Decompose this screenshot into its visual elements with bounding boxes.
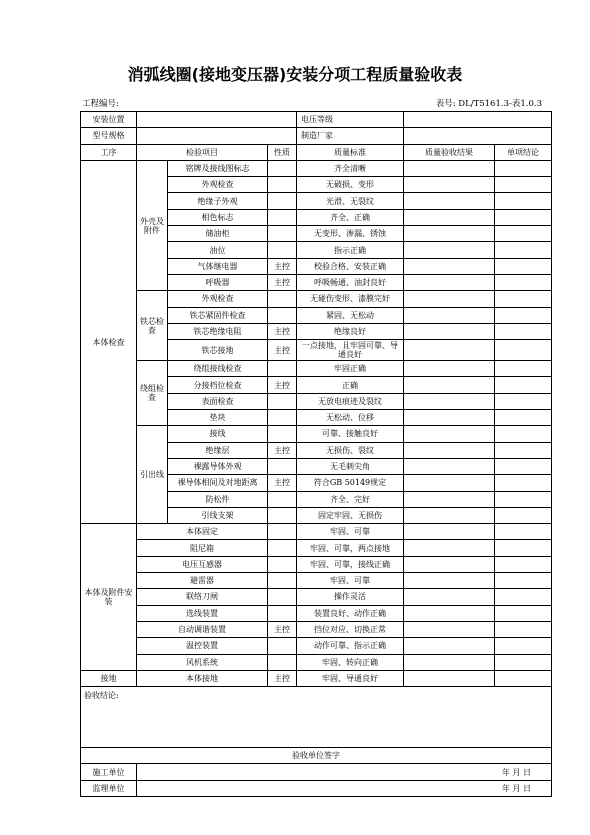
item-cell: 风机系统 [137, 654, 268, 670]
conclusion-field[interactable] [495, 258, 552, 274]
conclusion-field[interactable] [495, 589, 552, 605]
nature-cell [268, 638, 297, 654]
result-field[interactable] [404, 307, 495, 323]
group-label: 外壳及附件 [137, 160, 168, 290]
conclusion-field[interactable] [495, 209, 552, 225]
result-field[interactable] [404, 258, 495, 274]
standard-cell: 可靠、接触良好 [297, 426, 404, 442]
nature-cell: 主控 [268, 670, 297, 686]
standard-cell: 操作灵活 [297, 589, 404, 605]
conclusion-field[interactable] [495, 274, 552, 290]
conclusion-field[interactable] [495, 226, 552, 242]
column-header: 工序 [81, 144, 137, 160]
page-title: 消弧线圈(接地变压器)安装分项工程质量验收表 [127, 65, 463, 84]
nature-cell [268, 491, 297, 507]
result-field[interactable] [404, 361, 495, 377]
standard-cell: 无破损、变形 [297, 177, 404, 193]
nature-cell [268, 524, 297, 540]
inspection-row [81, 621, 552, 637]
inspection-row [81, 654, 552, 670]
signature-date-field[interactable]: 年 月 日 [137, 764, 552, 780]
info-row [81, 128, 552, 144]
nature-cell [268, 361, 297, 377]
standard-cell: 呼吸畅通、油封良好 [297, 274, 404, 290]
result-field[interactable] [404, 410, 495, 426]
item-cell: 油位 [168, 242, 268, 258]
result-field[interactable] [404, 458, 495, 474]
item-cell: 相色标志 [168, 209, 268, 225]
conclusion-field[interactable] [495, 410, 552, 426]
result-field[interactable] [404, 393, 495, 409]
result-field[interactable] [404, 377, 495, 393]
item-cell: 避雷器 [137, 573, 268, 589]
standard-cell: 牢固、可靠，接线正确 [297, 556, 404, 572]
standard-cell: 齐全、完好 [297, 491, 404, 507]
conclusion-field[interactable] [495, 242, 552, 258]
result-field[interactable] [404, 621, 495, 637]
inspection-row [81, 605, 552, 621]
result-field[interactable] [404, 242, 495, 258]
item-cell: 铁芯接地 [168, 340, 268, 361]
result-field[interactable] [404, 193, 495, 209]
nature-cell [268, 160, 297, 176]
standard-cell: 装置良好、动作正确 [297, 605, 404, 621]
result-field[interactable] [404, 274, 495, 290]
nature-cell [268, 507, 297, 523]
column-header: 检验项目 [137, 144, 268, 160]
standard-cell: 光滑、无裂纹 [297, 193, 404, 209]
conclusion-field[interactable] [495, 177, 552, 193]
info-value-field[interactable] [137, 112, 297, 128]
info-label: 安装位置 [81, 112, 137, 128]
nature-cell: 主控 [268, 475, 297, 491]
standard-cell: 无放电痕迹及裂纹 [297, 393, 404, 409]
info-value-field[interactable] [404, 112, 552, 128]
item-cell: 本体接地 [137, 670, 268, 686]
result-field[interactable] [404, 291, 495, 307]
inspection-row [81, 573, 552, 589]
standard-cell: 动作可靠、指示正确 [297, 638, 404, 654]
standard-cell: 固定牢固、无损伤 [297, 507, 404, 523]
section-label: 接地 [81, 670, 137, 686]
nature-cell [268, 177, 297, 193]
conclusion-field[interactable] [495, 361, 552, 377]
standard-cell: 无毛刺尖角 [297, 458, 404, 474]
result-field[interactable] [404, 160, 495, 176]
inspection-row [81, 361, 552, 377]
nature-cell: 主控 [268, 258, 297, 274]
conclusion-field[interactable] [495, 340, 552, 361]
standard-cell: 无碰伤变形、漆膜完好 [297, 291, 404, 307]
result-field[interactable] [404, 209, 495, 225]
nature-cell [268, 307, 297, 323]
item-cell: 储油柜 [168, 226, 268, 242]
unit-label: 施工单位 [81, 764, 137, 780]
nature-cell [268, 226, 297, 242]
item-cell: 裸露导体外观 [168, 458, 268, 474]
signature-header: 验收单位签字 [81, 748, 552, 764]
conclusion-field[interactable] [495, 160, 552, 176]
item-cell: 本体固定 [137, 524, 268, 540]
standard-cell: 牢固正确 [297, 361, 404, 377]
item-cell: 分接档位检查 [168, 377, 268, 393]
column-header-row [81, 144, 552, 160]
item-cell: 自动调谐装置 [137, 621, 268, 637]
item-cell: 外观检查 [168, 291, 268, 307]
item-cell: 绝缘层 [168, 442, 268, 458]
conclusion-field[interactable] [495, 638, 552, 654]
item-cell: 选线装置 [137, 605, 268, 621]
item-cell: 铁芯绝缘电阻 [168, 323, 268, 339]
conclusion-field[interactable] [495, 193, 552, 209]
info-label: 电压等级 [297, 112, 404, 128]
result-field[interactable] [404, 605, 495, 621]
standard-cell: 正确 [297, 377, 404, 393]
inspection-row [81, 426, 552, 442]
conclusion-field[interactable] [495, 426, 552, 442]
signature-header-row [81, 748, 552, 764]
nature-cell [268, 193, 297, 209]
inspection-row [81, 540, 552, 556]
inspection-row [81, 638, 552, 654]
item-cell: 电压互感器 [137, 556, 268, 572]
group-label: 引出线 [137, 426, 168, 524]
column-header: 性质 [268, 144, 297, 160]
conclusion-field[interactable] [495, 377, 552, 393]
project-no-label: 工程编号: [82, 99, 119, 109]
inspection-row [81, 670, 552, 686]
acceptance-conclusion-field[interactable]: 验收结论: [81, 687, 552, 748]
standard-cell: 一点接地，且牢固可靠、导通良好 [297, 340, 404, 361]
info-row [81, 112, 552, 128]
nature-cell [268, 426, 297, 442]
standard-cell: 校验合格、安装正确 [297, 258, 404, 274]
item-cell: 绕组接线检查 [168, 361, 268, 377]
nature-cell: 主控 [268, 621, 297, 637]
nature-cell [268, 540, 297, 556]
conclusion-field[interactable] [495, 458, 552, 474]
conclusion-field[interactable] [495, 670, 552, 686]
standard-cell: 绝缘良好 [297, 323, 404, 339]
standard-cell: 无损伤、裂纹 [297, 442, 404, 458]
item-cell: 铭牌及接线图标志 [168, 160, 268, 176]
result-field[interactable] [404, 670, 495, 686]
result-field[interactable] [404, 556, 495, 572]
nature-cell: 主控 [268, 340, 297, 361]
nature-cell: 主控 [268, 274, 297, 290]
result-field[interactable] [404, 442, 495, 458]
nature-cell [268, 209, 297, 225]
item-cell: 防松件 [168, 491, 268, 507]
info-label: 型号规格 [81, 128, 137, 144]
inspection-row [81, 291, 552, 307]
conclusion-field[interactable] [495, 654, 552, 670]
conclusion-field[interactable] [495, 621, 552, 637]
result-field[interactable] [404, 323, 495, 339]
result-field[interactable] [404, 177, 495, 193]
item-cell: 引线支架 [168, 507, 268, 523]
standard-cell: 紧固、无松动 [297, 307, 404, 323]
item-cell: 垫块 [168, 410, 268, 426]
nature-cell [268, 242, 297, 258]
result-field[interactable] [404, 426, 495, 442]
nature-cell [268, 393, 297, 409]
acceptance-table [80, 111, 552, 797]
standard-cell: 牢固、导通良好 [297, 670, 404, 686]
conclusion-field[interactable] [495, 291, 552, 307]
info-value-field[interactable] [137, 128, 297, 144]
nature-cell [268, 654, 297, 670]
standard-cell: 无松动、位移 [297, 410, 404, 426]
result-field[interactable] [404, 507, 495, 523]
column-header: 质量验收结果 [404, 144, 495, 160]
standard-cell: 指示正确 [297, 242, 404, 258]
column-header: 质量标准 [297, 144, 404, 160]
item-cell: 联络刀闸 [137, 589, 268, 605]
standard-cell: 无变形、渗漏、锈蚀 [297, 226, 404, 242]
item-cell: 表面检查 [168, 393, 268, 409]
result-field[interactable] [404, 226, 495, 242]
group-label: 绕组检查 [137, 361, 168, 426]
signature-date-field[interactable]: 年 月 日 [137, 780, 552, 796]
item-cell: 铁芯紧固件检查 [168, 307, 268, 323]
inspection-row [81, 556, 552, 572]
conclusion-field[interactable] [495, 393, 552, 409]
item-cell: 绝缘子外观 [168, 193, 268, 209]
item-cell: 阻尼箱 [137, 540, 268, 556]
result-field[interactable] [404, 573, 495, 589]
nature-cell [268, 410, 297, 426]
result-field[interactable] [404, 638, 495, 654]
conclusion-field[interactable] [495, 540, 552, 556]
result-field[interactable] [404, 491, 495, 507]
result-field[interactable] [404, 340, 495, 361]
item-cell: 外观检查 [168, 177, 268, 193]
unit-label: 监理单位 [81, 780, 137, 796]
inspection-row [81, 160, 552, 176]
standard-cell: 符合GB 50149规定 [297, 475, 404, 491]
conclusion-field[interactable] [495, 556, 552, 572]
conclusion-field[interactable] [495, 605, 552, 621]
item-cell: 气体继电器 [168, 258, 268, 274]
item-cell: 温控装置 [137, 638, 268, 654]
conclusion-field[interactable] [495, 475, 552, 491]
section-label: 本体检查 [81, 160, 137, 523]
conclusion-field[interactable] [495, 524, 552, 540]
conclusion-field[interactable] [495, 442, 552, 458]
column-header: 单项结论 [495, 144, 552, 160]
standard-cell: 牢固、可靠 [297, 524, 404, 540]
nature-cell: 主控 [268, 323, 297, 339]
conclusion-field[interactable] [495, 507, 552, 523]
result-field[interactable] [404, 475, 495, 491]
inspection-row [81, 589, 552, 605]
signature-row [81, 780, 552, 796]
table-number: 表号: DL/T5161.3-表1.0.3 [435, 99, 542, 109]
group-label: 铁芯检查 [137, 291, 168, 361]
info-label: 制造厂家 [297, 128, 404, 144]
item-cell: 呼吸器 [168, 274, 268, 290]
nature-cell [268, 291, 297, 307]
result-field[interactable] [404, 540, 495, 556]
signature-row [81, 764, 552, 780]
nature-cell [268, 573, 297, 589]
info-value-field[interactable] [404, 128, 552, 144]
item-cell: 接线 [168, 426, 268, 442]
conclusion-field[interactable] [495, 307, 552, 323]
item-cell: 裸导体相间及对地距离 [168, 475, 268, 491]
nature-cell [268, 605, 297, 621]
standard-cell: 牢固、可靠 [297, 573, 404, 589]
result-field[interactable] [404, 524, 495, 540]
conclusion-row [81, 687, 552, 748]
nature-cell [268, 458, 297, 474]
standard-cell: 齐全、正确 [297, 209, 404, 225]
section-label: 本体及附件安装 [81, 524, 137, 671]
nature-cell: 主控 [268, 377, 297, 393]
inspection-row [81, 524, 552, 540]
standard-cell: 齐全清晰 [297, 160, 404, 176]
conclusion-field[interactable] [495, 491, 552, 507]
standard-cell: 挡位对应、切换正常 [297, 621, 404, 637]
result-field[interactable] [404, 589, 495, 605]
conclusion-field[interactable] [495, 573, 552, 589]
nature-cell [268, 556, 297, 572]
nature-cell [268, 589, 297, 605]
conclusion-field[interactable] [495, 323, 552, 339]
standard-cell: 牢固、可靠，两点接地 [297, 540, 404, 556]
result-field[interactable] [404, 654, 495, 670]
nature-cell: 主控 [268, 442, 297, 458]
standard-cell: 牢固、转向正确 [297, 654, 404, 670]
